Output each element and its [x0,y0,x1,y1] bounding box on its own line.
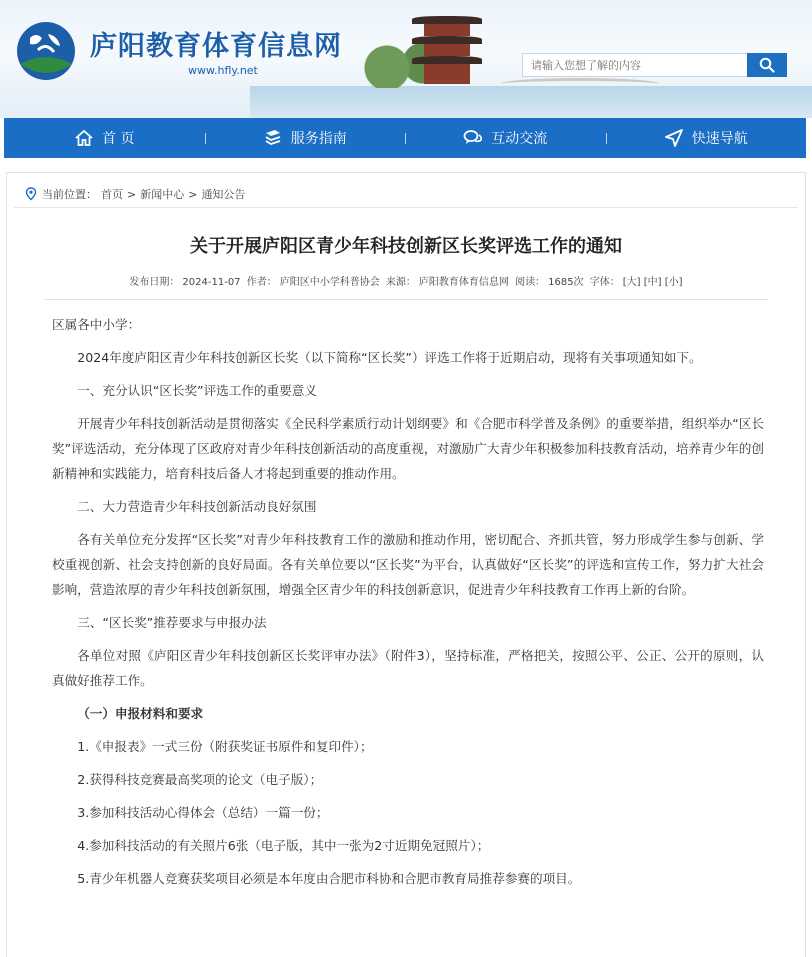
font-size-large-button[interactable]: [大] [622,277,641,288]
section-heading: 三、“区长奖”推荐要求与申报办法 [77,615,267,630]
nav-service-guide[interactable] [205,118,406,158]
salutation: 区属各中小学： [52,317,141,332]
navigation-arrow-icon [664,129,684,147]
paragraph: 2024年度庐阳区青少年科技创新区长奖（以下简称“区长奖”）评选工作将于近期启动，现将有关事项通知如下。 [77,350,702,365]
breadcrumb-divider [14,207,798,208]
search-input[interactable] [522,53,747,77]
breadcrumb-home[interactable]: 首页 [101,188,123,201]
title-divider [44,299,768,300]
banner-bridge [500,78,660,90]
search-button[interactable] [747,53,787,77]
author: 庐阳区中小学科普协会 [279,277,380,288]
publish-date: 2024-11-07 [182,277,241,288]
date-label: 发布日期： [129,277,180,288]
nav-interaction-label: 互动交流 [491,131,548,147]
site-logo-icon[interactable] [12,20,80,82]
banner-pagoda [412,14,482,88]
source-label: 来源： [385,277,416,288]
section-heading: 一、充分认识“区长奖”评选工作的重要意义 [77,383,317,398]
header-banner [0,0,812,118]
breadcrumb-prefix: 当前位置： [42,188,97,201]
chat-icon [463,129,483,147]
font-size-small-button[interactable]: [小] [664,277,683,288]
nav-interaction[interactable] [405,118,606,158]
paragraph: 开展青少年科技创新活动是贯彻落实《全民科学素质行动计划纲要》和《合肥市科学普及条例》的重要举措，组织举办“区长奖”评选活动，充分体现了区政府对青少年科技创新活动的高度重视，对激励广大青少年积极参加科技教育活动，培养青少年的创新精神和实践能力，培育科技后备人才将起到重要的推动作用。 [52,416,764,481]
views-label: 阅读： [515,277,546,288]
list-item: 4.参加科技活动的有关照片6张（电子版，其中一张为2寸近期免冠照片）； [77,838,490,853]
paragraph: 各有关单位充分发挥“区长奖”对青少年科技教育工作的激励和推动作用，密切配合、齐抓共管，努力形成学生参与创新、学校重视创新、社会支持创新的良好局面。各有关单位要以“区长奖”为平台，认真做好“区长奖”的评选和宣传工作，努力扩大社会影响，营造浓厚的青少年科技创新氛围，增强全区青少年的科技创新意识，促进青少年科技教育工作再上新的台阶。 [52,532,764,597]
nav-home-label: 首 页 [102,131,135,147]
breadcrumb-news-center[interactable]: 新闻中心 [140,188,185,201]
view-count: 1685次 [548,277,584,288]
breadcrumb [24,186,245,202]
subsection-heading: （一）申报材料和要求 [77,706,204,721]
font-size-label: 字体： [589,277,620,288]
home-icon [74,129,94,147]
breadcrumb-separator: > [127,187,137,201]
banner-lake [250,86,812,118]
search-bar [522,53,787,77]
search-icon [759,57,775,73]
nav-home[interactable] [4,118,205,158]
site-name[interactable]: 庐阳教育体育信息网 [90,31,342,62]
article-body [52,312,764,899]
list-item: 5.青少年机器人竞赛获奖项目必须是本年度由合肥市科协和合肥市教育局推荐参赛的项目。 [77,871,581,886]
list-item: 2.获得科技竞赛最高奖项的论文（电子版）； [77,772,323,787]
nav-quick-navigation[interactable] [606,118,807,158]
book-icon [263,129,283,147]
breadcrumb-notices[interactable]: 通知公告 [201,188,246,201]
breadcrumb-separator: > [188,187,198,201]
author-label: 作者： [246,277,277,288]
source: 庐阳教育体育信息网 [418,277,509,288]
article-meta [0,273,812,288]
paragraph: 各单位对照《庐阳区青少年科技创新区长奖评审办法》（附件3），坚持标准，严格把关，按照公平、公正、公开的原则，认真做好推荐工作。 [52,648,764,688]
list-item: 1.《申报表》一式三份（附获奖证书原件和复印件）； [77,739,373,754]
main-nav [4,118,806,158]
list-item: 3.参加科技活动心得体会（总结）一篇一份； [77,805,329,820]
nav-quick-navigation-label: 快速导航 [691,131,748,147]
font-size-medium-button[interactable]: [中] [643,277,662,288]
nav-service-guide-label: 服务指南 [290,131,347,147]
section-heading: 二、大力营造青少年科技创新活动良好氛围 [77,499,317,514]
article-title: 关于开展庐阳区青少年科技创新区长奖评选工作的通知 [190,236,622,257]
site-url[interactable]: www.hfly.net [188,64,258,77]
location-pin-icon [24,187,38,201]
